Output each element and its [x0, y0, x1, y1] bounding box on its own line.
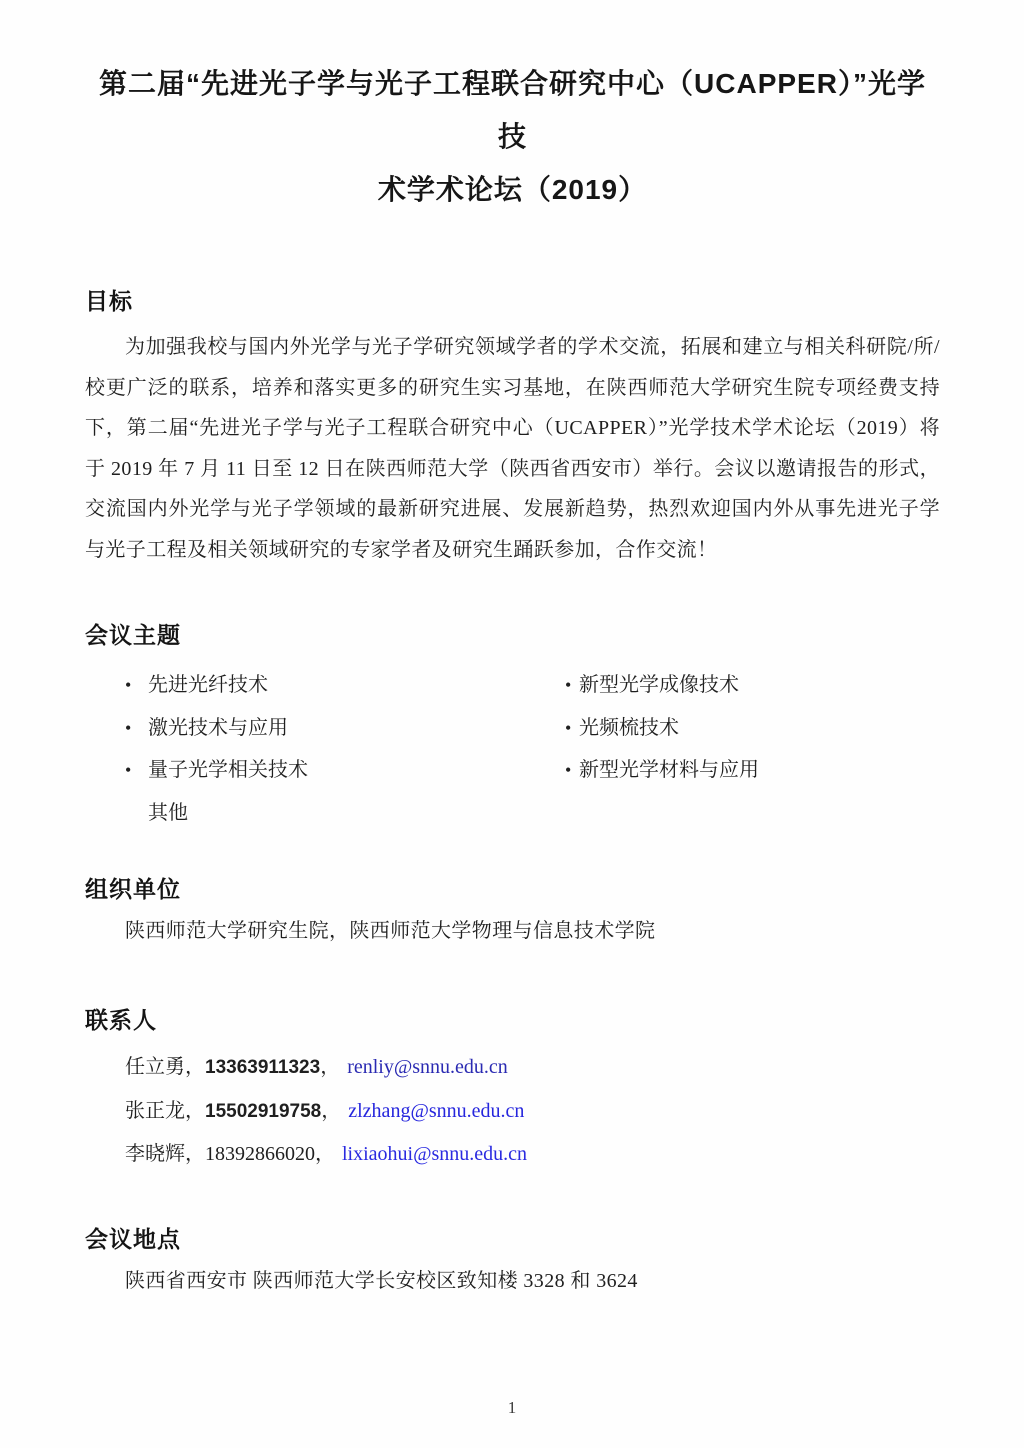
section-contacts — [85, 1005, 940, 1176]
topics-heading: 会议主题 — [85, 622, 181, 648]
bullet-icon: • — [565, 760, 572, 780]
separator: ， — [315, 1143, 335, 1165]
contact-email-link[interactable]: lixiaohui@snnu.edu.cn — [342, 1143, 528, 1165]
contact-row — [85, 1133, 940, 1176]
separator: ， — [321, 1099, 342, 1122]
document-title — [85, 0, 940, 216]
contact-phone: 18392866020 — [205, 1143, 315, 1165]
topics-column-right — [565, 664, 940, 834]
venue-heading: 会议地点 — [85, 1225, 181, 1252]
organizers-heading: 组织单位 — [85, 876, 181, 902]
title-line-2: 术学术论坛（2019） — [377, 174, 648, 205]
title-line-1: 第二届“先进光子学与光子工程联合研究中心（UCAPPER）”光学技 — [99, 68, 926, 152]
topic-item — [85, 664, 565, 707]
topic-label: 其他 — [148, 801, 188, 824]
organizers-text: 陕西师范大学研究生院，陕西师范大学物理与信息技术学院 — [125, 920, 656, 942]
contact-name: 张正龙 — [125, 1099, 185, 1122]
separator: ， — [320, 1056, 341, 1078]
topic-item — [85, 792, 565, 835]
section-organizers — [85, 874, 940, 945]
topic-label: 激光技术与应用 — [148, 716, 288, 739]
bullet-icon: • — [125, 675, 132, 695]
venue-text: 陕西省西安市 陕西师范大学长安校区致知楼 3328 和 3624 — [125, 1269, 638, 1292]
topic-label: 新型光学成像技术 — [579, 674, 739, 696]
contact-email-link[interactable]: zlzhang@snnu.edu.cn — [348, 1099, 525, 1122]
topic-item — [85, 749, 565, 792]
goal-paragraph: 为加强我校与国内外光学与光子学研究领域学者的学术交流，拓展和建立与相关科研院/所/校更广泛的联系，培养和落实更多的研究生实习基地，在陕西师范大学研究生院专项经费支持下，第二届“先进光子学与光子工程联合研究中心（UCAPPER）”光学技术学术论坛（2019）将于 2019 年 7 月 11 日至 12 日在陕西师范大学（陕西省西安市）举行。会议以邀请报告的形式，交流国内外光学与光子学领域的最新研究进展、发展新趋势，热烈欢迎国内外从事先进光子学与光子工程及相关领域研究的专家学者及研究生踊跃参加，合作交流！ — [85, 336, 940, 561]
topic-label: 光频梳技术 — [579, 716, 679, 739]
goal-heading: 目标 — [85, 288, 133, 314]
contact-row — [85, 1046, 940, 1090]
topic-item — [565, 707, 940, 750]
topic-item — [565, 749, 940, 792]
contacts-heading: 联系人 — [85, 1007, 157, 1033]
topics-column-left — [85, 664, 565, 834]
contact-email-link[interactable]: renliy@snnu.edu.cn — [347, 1056, 508, 1078]
topic-item — [85, 707, 565, 750]
bullet-icon: • — [565, 675, 572, 695]
separator: ， — [185, 1099, 205, 1122]
topics-list — [85, 664, 940, 834]
contact-phone: 13363911323 — [205, 1057, 321, 1078]
page-number: 1 — [507, 1398, 517, 1417]
topic-label: 先进光纤技术 — [148, 674, 268, 696]
separator: ， — [185, 1143, 205, 1165]
section-venue — [85, 1224, 940, 1295]
topic-label: 新型光学材料与应用 — [579, 759, 759, 781]
contact-name: 李晓辉 — [125, 1143, 185, 1165]
separator: ， — [185, 1056, 205, 1078]
section-goal — [85, 286, 940, 570]
contact-row — [85, 1090, 940, 1134]
contact-phone: 15502919758 — [205, 1100, 322, 1122]
contacts-list — [85, 1046, 940, 1176]
bullet-icon: • — [125, 717, 132, 738]
section-topics — [85, 620, 940, 834]
topic-item — [565, 664, 940, 707]
contact-name: 任立勇 — [125, 1056, 185, 1078]
bullet-icon: • — [565, 717, 572, 738]
bullet-icon: • — [125, 760, 132, 780]
topic-label: 量子光学相关技术 — [148, 759, 308, 781]
